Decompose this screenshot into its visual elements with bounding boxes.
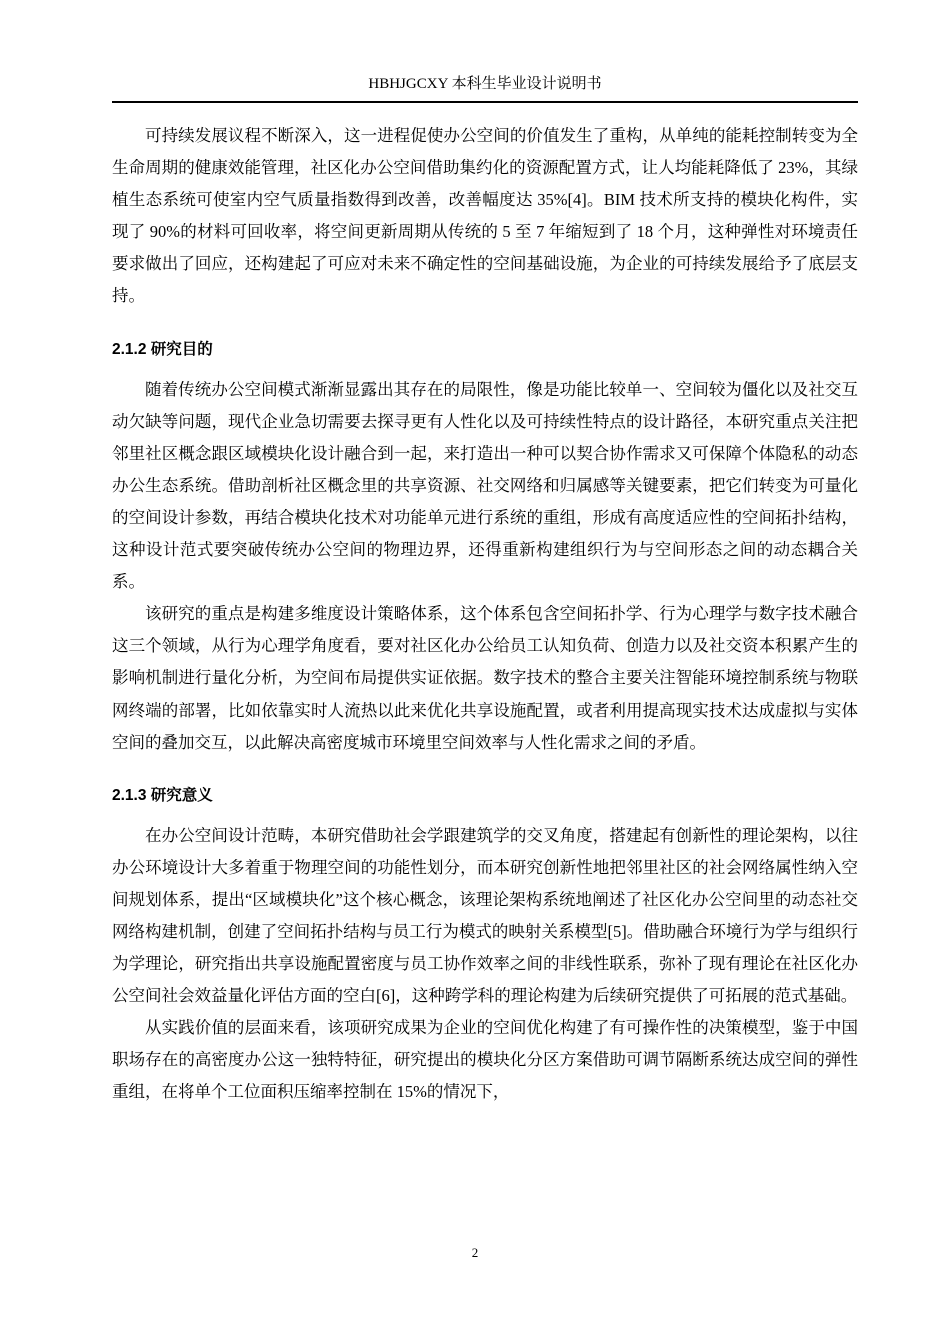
- header-divider: [112, 101, 858, 103]
- paragraph-significance-2: 从实践价值的层面来看，该项研究成果为企业的空间优化构建了有可操作性的决策模型，鉴于中国职场存在的高密度办公这一独特特征，研究提出的模块化分区方案借助可调节隔断系统达成空间的弹性重组，在将单个工位面积压缩率控制在 15%的情况下，: [112, 1018, 858, 1102]
- body-content: [112, 120, 858, 1109]
- page-number: 2: [471, 1245, 479, 1260]
- section-heading-research-purpose: 2.1.2 研究目的: [112, 340, 213, 358]
- paragraph-significance-1: 在办公空间设计范畴，本研究借助社会学跟建筑学的交叉角度，搭建起有创新性的理论架构，以往办公环境设计大多着重于物理空间的功能性划分，而本研究创新性地把邻里社区的社会网络属性纳入空间规划体系，提出“区域模块化”这个核心概念，该理论架构系统地阐述了社区化办公空间里的动态社交网络构建机制，创建了空间拓扑结构与员工行为模式的映射关系模型[5]。借助融合环境行为学与组织行为学理论，研究指出共享设施配置密度与员工协作效率之间的非线性联系，弥补了现有理论在社区化办公空间社会效益量化评估方面的空白[6]，这种跨学科的理论构建为后续研究提供了可拓展的范式基础。: [112, 825, 858, 1006]
- section-heading-research-significance: 2.1.3 研究意义: [112, 786, 213, 804]
- paragraph-sustainability: 可持续发展议程不断深入，这一进程促使办公空间的价值发生了重构，从单纯的能耗控制转变为全生命周期的健康效能管理，社区化办公空间借助集约化的资源配置方式，让人均能耗降低了 23%，其绿植生态系统可使室内空气质量指数得到改善，改善幅度达 35%[4]。BIM 技术所支持的模块化构件，实现了 90%的材料可回收率，将空间更新周期从传统的 5 至 7 年缩短到了 18 个月，这种弹性对环境责任要求做出了回应，还构建起了可应对未来不确定性的空间基础设施，为企业的可持续发展给予了底层支持。: [112, 126, 858, 306]
- page-header: HBHJGCXY 本科生毕业设计说明书: [368, 76, 602, 92]
- paragraph-purpose-1: 随着传统办公空间模式渐渐显露出其存在的局限性，像是功能比较单一、空间较为僵化以及社交互动欠缺等问题，现代企业急切需要去探寻更有人性化以及可持续性特点的设计路径，本研究重点关注把邻里社区概念跟区域模块化设计融合到一起，来打造出一种可以契合协作需求又可保障个体隐私的动态办公生态系统。借助剖析社区概念里的共享资源、社交网络和归属感等关键要素，把它们转变为可量化的空间设计参数，再结合模块化技术对功能单元进行系统的重组，形成有高度适应性的空间拓扑结构，这种设计范式要突破传统办公空间的物理边界，还得重新构建组织行为与空间形态之间的动态耦合关系。: [112, 379, 858, 592]
- paragraph-purpose-2: 该研究的重点是构建多维度设计策略体系，这个体系包含空间拓扑学、行为心理学与数字技术融合这三个领域，从行为心理学角度看，要对社区化办公给员工认知负荷、创造力以及社交资本积累产生的影响机制进行量化分析，为空间布局提供实证依据。数字技术的整合主要关注智能环境控制系统与物联网终端的部署，比如依靠实时人流热以此来优化共享设施配置，或者利用提高现实技术达成虚拟与实体空间的叠加交互，以此解决高密度城市环境里空间效率与人性化需求之间的矛盾。: [112, 604, 858, 752]
